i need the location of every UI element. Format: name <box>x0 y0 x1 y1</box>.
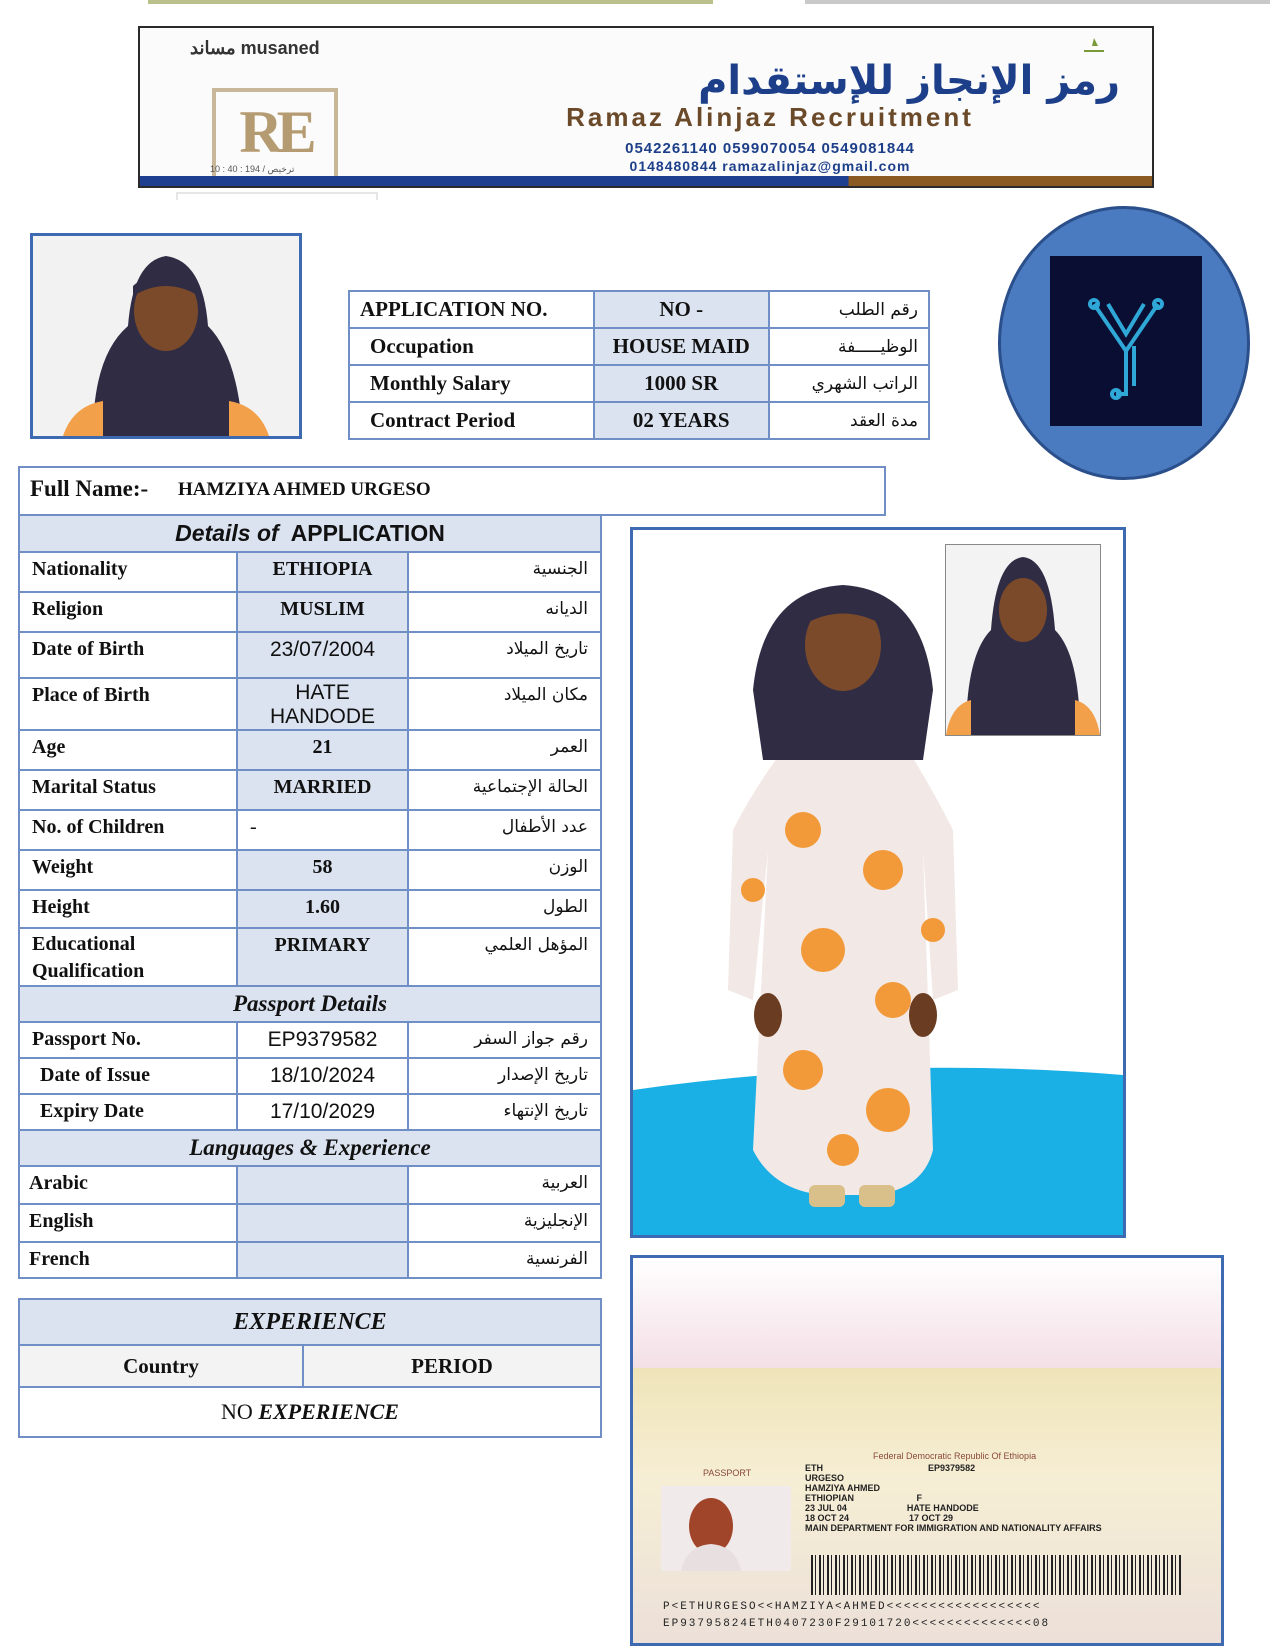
license-number: 10 : 40 : 194 / ترخيص <box>210 164 295 174</box>
banner-bottom-bar <box>140 176 1152 186</box>
passport-type-label: PASSPORT <box>703 1468 752 1478</box>
passport-expiry: 17 OCT 29 <box>909 1513 954 1523</box>
detail-row <box>19 678 601 730</box>
issue-date-label: Date of Issue <box>19 1058 237 1094</box>
details-title <box>19 515 601 552</box>
detail-row <box>19 592 601 632</box>
inset-portrait-photo <box>945 544 1101 736</box>
marital-label: Marital Status <box>19 770 237 810</box>
religion-label: Religion <box>19 592 237 632</box>
passport-no-value: EP9379582 <box>237 1022 408 1058</box>
no-experience-prefix: NO <box>221 1399 253 1424</box>
application-row <box>349 365 929 402</box>
application-no-label: APPLICATION NO. <box>349 291 594 328</box>
age-arabic: العمر <box>408 730 601 770</box>
emblem-icon <box>1074 36 1114 58</box>
pob-value: HATE HANDODE <box>237 678 408 730</box>
passport-header-line: Federal Democratic Republic Of Ethiopia <box>873 1451 1037 1461</box>
issue-date-value: 18/10/2024 <box>237 1058 408 1094</box>
application-row <box>349 291 929 328</box>
expiry-date-value: 17/10/2029 <box>237 1094 408 1130</box>
dob-arabic: تاريخ الميلاد <box>408 632 601 678</box>
detail-row <box>19 632 601 678</box>
issue-date-arabic: تاريخ الإصدار <box>408 1058 601 1094</box>
passport-mrz-line-2: EP93795824ETH0407230F29101720<<<<<<<<<<<<<<08 <box>663 1618 1051 1630</box>
passport-sex: F <box>916 1493 923 1503</box>
passport-nationality: ETHIOPIAN <box>805 1493 855 1503</box>
passport-scan-top <box>633 1258 1221 1368</box>
passport-no-arabic: رقم جواز السفر <box>408 1022 601 1058</box>
passport-fields <box>805 1463 1205 1533</box>
weight-value: 58 <box>237 850 408 890</box>
education-value: PRIMARY <box>237 928 408 986</box>
details-table <box>18 514 602 1279</box>
experience-none-row <box>19 1387 601 1437</box>
occupation-arabic: الوظيـــــفة <box>769 328 929 365</box>
top-decoration-line <box>805 0 1270 4</box>
passport-row <box>19 1058 601 1094</box>
experience-country-header: Country <box>19 1345 303 1387</box>
arabic-language-label: Arabic <box>19 1166 237 1204</box>
detail-row <box>19 850 601 890</box>
passport-authority: MAIN DEPARTMENT FOR IMMIGRATION AND NATIONALITY AFFAIRS <box>805 1523 1102 1533</box>
application-no-arabic: رقم الطلب <box>769 291 929 328</box>
salary-label: Monthly Salary <box>349 365 594 402</box>
no-experience-suffix: EXPERIENCE <box>258 1399 399 1424</box>
language-row <box>19 1166 601 1204</box>
passport-details-title: Passport Details <box>19 986 601 1022</box>
height-value: 1.60 <box>237 890 408 928</box>
application-no-value: NO - <box>594 291 769 328</box>
passport-country-code: ETH <box>805 1463 823 1473</box>
passport-pob: HATE HANDODE <box>906 1503 979 1513</box>
detail-row <box>19 770 601 810</box>
detail-row <box>19 552 601 592</box>
detail-row <box>19 928 601 986</box>
passport-mrz-line-1: P<ETHURGESO<<HAMZIYA<AHMED<<<<<<<<<<<<<<<<<< <box>663 1601 1042 1613</box>
language-row <box>19 1204 601 1242</box>
full-name-box <box>18 466 886 516</box>
contract-value: 02 YEARS <box>594 402 769 439</box>
nationality-label: Nationality <box>19 552 237 592</box>
marital-arabic: الحالة الإجتماعية <box>408 770 601 810</box>
company-name-english: Ramaz Alinjaz Recruitment <box>566 102 974 132</box>
passport-header-row <box>19 986 601 1022</box>
religion-arabic: الديانه <box>408 592 601 632</box>
education-arabic: المؤهل العلمي <box>408 928 601 986</box>
marital-value: MARRIED <box>237 770 408 810</box>
details-title-main: APPLICATION <box>290 520 445 546</box>
experience-table <box>18 1298 602 1438</box>
passport-given-names: HAMZIYA AHMED <box>805 1483 881 1493</box>
letterhead-banner <box>138 26 1154 188</box>
children-value: - <box>237 810 408 850</box>
children-label: No. of Children <box>19 810 237 850</box>
salary-value: 1000 SR <box>594 365 769 402</box>
detail-row <box>19 730 601 770</box>
religion-value: MUSLIM <box>237 592 408 632</box>
expiry-date-label: Expiry Date <box>19 1094 237 1130</box>
passport-row <box>19 1094 601 1130</box>
occupation-value: HOUSE MAID <box>594 328 769 365</box>
height-arabic: الطول <box>408 890 601 928</box>
nationality-value: ETHIOPIA <box>237 552 408 592</box>
language-row <box>19 1242 601 1278</box>
nationality-arabic: الجنسية <box>408 552 601 592</box>
age-value: 21 <box>237 730 408 770</box>
banner-underline <box>176 192 378 200</box>
passport-holder-photo <box>661 1486 791 1571</box>
french-language-arabic: الفرنسية <box>408 1242 601 1278</box>
dob-label: Date of Birth <box>19 632 237 678</box>
experience-period-header: PERIOD <box>303 1345 601 1387</box>
english-language-arabic: الإنجليزية <box>408 1204 601 1242</box>
weight-label: Weight <box>19 850 237 890</box>
company-name-arabic: رمز الإنجاز للإستقدام <box>698 58 1120 104</box>
languages-title: Languages & Experience <box>19 1130 601 1166</box>
passport-scan <box>630 1255 1224 1646</box>
children-arabic: عدد الأطفال <box>408 810 601 850</box>
company-logo-letters: RE <box>239 99 311 165</box>
age-label: Age <box>19 730 237 770</box>
company-phones: 0542261140 0599070054 0549081844 <box>625 140 915 157</box>
expiry-date-arabic: تاريخ الإنتهاء <box>408 1094 601 1130</box>
salary-arabic: الراتب الشهري <box>769 365 929 402</box>
english-language-label: English <box>19 1204 237 1242</box>
experience-header-row <box>19 1299 601 1345</box>
french-language-level <box>237 1242 408 1278</box>
occupation-label: Occupation <box>349 328 594 365</box>
dob-value: 23/07/2004 <box>237 632 408 678</box>
no-experience-text <box>19 1387 601 1437</box>
height-label: Height <box>19 890 237 928</box>
details-header-row <box>19 515 601 552</box>
contract-label: Contract Period <box>349 402 594 439</box>
passport-row <box>19 1022 601 1058</box>
languages-header-row <box>19 1130 601 1166</box>
company-email: 0148480844 ramazalinjaz@gmail.com <box>629 158 911 174</box>
musaned-logo: مساند musaned <box>190 38 320 58</box>
passport-barcode <box>811 1555 1181 1595</box>
passport-no-label: Passport No. <box>19 1022 237 1058</box>
passport-dob: 23 JUL 04 <box>805 1503 847 1513</box>
contract-arabic: مدة العقد <box>769 402 929 439</box>
y-circuit-logo-icon <box>1050 256 1202 426</box>
weight-arabic: الوزن <box>408 850 601 890</box>
english-language-level <box>237 1204 408 1242</box>
arabic-language-level <box>237 1166 408 1204</box>
top-decoration-line <box>148 0 713 4</box>
application-table <box>348 290 930 440</box>
experience-title: EXPERIENCE <box>19 1299 601 1345</box>
pob-label: Place of Birth <box>19 678 237 730</box>
passport-surname: URGESO <box>805 1473 845 1483</box>
portrait-photo <box>30 233 302 439</box>
application-row <box>349 402 929 439</box>
passport-issue: 18 OCT 24 <box>805 1513 850 1523</box>
full-name-label: Full Name:- <box>30 476 149 501</box>
detail-row <box>19 890 601 928</box>
experience-columns-row <box>19 1345 601 1387</box>
passport-number: EP9379582 <box>928 1463 976 1473</box>
detail-row <box>19 810 601 850</box>
application-row <box>349 328 929 365</box>
education-label: Educational Qualification <box>19 928 237 986</box>
details-title-prefix: Details of <box>175 520 279 546</box>
pob-arabic: مكان الميلاد <box>408 678 601 730</box>
arabic-language-arabic: العربية <box>408 1166 601 1204</box>
french-language-label: French <box>19 1242 237 1278</box>
full-body-photo <box>630 527 1126 1238</box>
full-name-value: HAMZIYA AHMED URGESO <box>178 479 431 500</box>
